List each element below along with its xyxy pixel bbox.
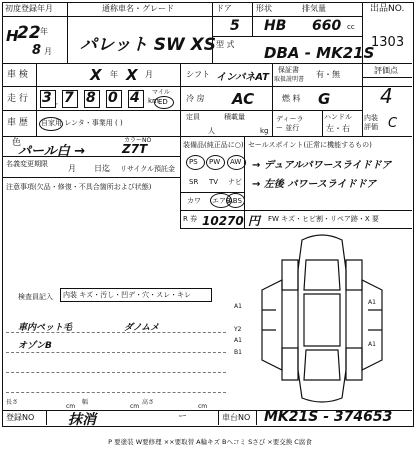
reg-year: 22 — [17, 23, 41, 43]
inspection-year-mark: X — [90, 66, 102, 84]
color-value: パール白 → — [18, 144, 86, 159]
name-label: 通称車名・グレード — [102, 4, 174, 13]
inspection-month-mark: X — [126, 66, 138, 84]
equip-item: SR — [189, 178, 199, 186]
name-value: パレット SW XS — [80, 35, 217, 55]
doors-value: 5 — [230, 18, 240, 34]
mileage-unit-ed: ED — [158, 98, 168, 106]
chassis-value: MK21S - 374653 — [264, 409, 393, 425]
reg-label: 初度登録年月 — [5, 4, 53, 13]
mileage-unit-km: km — [148, 97, 159, 105]
shape-value: HB — [264, 18, 287, 34]
inspector-legend: 内装 キズ・汚し・凹デ・穴・スレ・キレ — [63, 291, 192, 299]
reg-month-unit: 月 — [44, 47, 52, 56]
length-label: 長さ — [6, 399, 19, 406]
damage-label: Y2 — [234, 326, 242, 333]
interior-label: 内装 評価 — [364, 114, 378, 131]
score-label: 評価点 — [374, 66, 398, 75]
color-no-value: Z7T — [122, 142, 148, 156]
history-value: 自家用 レンタ・事業用 ( ) — [41, 119, 123, 127]
history-label: 車 歴 — [7, 118, 28, 128]
shift-label: シフト — [186, 70, 210, 79]
mileage-digit: 8 — [86, 90, 96, 106]
load-unit: kg — [260, 127, 269, 135]
change-day-unit: 日迄 — [94, 164, 110, 173]
capacity-label: 定員 — [186, 113, 200, 121]
doors-label: ドア — [216, 4, 232, 13]
dealer-label: ディーラー 並行 — [276, 115, 304, 132]
model-value: DBA - MK21S — [264, 44, 375, 62]
equip-item: ナビ — [228, 178, 242, 186]
point-1: → デュアルパワースライドドア — [252, 160, 392, 171]
reg-month: 8 — [32, 43, 42, 58]
inspector-note-1: 車内ペット毛 — [18, 323, 73, 333]
inspection-year-unit: 年 — [110, 70, 118, 79]
displacement-label: 排気量 — [302, 4, 326, 13]
mileage-digit: 3 — [42, 90, 52, 106]
shift-value: インパネAT — [216, 72, 269, 83]
shape-label: 形状 — [256, 4, 272, 13]
inspection-month-unit: 月 — [145, 70, 153, 79]
displacement-unit: cc — [347, 23, 355, 31]
r-label: R 券 — [183, 215, 198, 223]
load-label: 積載量 — [224, 113, 245, 121]
equip-item: ABS — [228, 197, 242, 205]
width-label: 幅 — [82, 399, 89, 406]
ac-value: AC — [232, 90, 255, 108]
equip-item: エアB — [212, 197, 231, 205]
change-month-unit: 月 — [68, 164, 76, 173]
mileage-label: 走 行 — [7, 94, 28, 104]
mileage-digit: 4 — [130, 90, 140, 106]
inspection-label: 車 検 — [7, 70, 28, 80]
fuel-label: 燃 料 — [282, 94, 301, 103]
height-label: 高さ — [142, 399, 155, 406]
change-label: 名義変更期限 — [6, 160, 48, 168]
warranty-label: 保証書 — [278, 66, 299, 74]
reg-no-value: 抹消 — [68, 412, 96, 428]
length-unit: cm — [66, 403, 76, 410]
handle-value: 左・右 — [326, 124, 350, 133]
fuel-value: G — [318, 90, 331, 108]
inspection-sheet: 初度登録年月 H 22 年 8 月 通称車名・グレード パレット SW XS ドア 5 形状 HB 排気量 660 cc 型 式 DBA - MK21S 出品NO. 1303 車 検 X 年 X 月 シフト インパネAT 保証書 取扱説明書 有・無 評価点 走 行 3 , 7 8 0 4 マイル km ED 冷 房 AC 燃 料 G 4 車 歴 自家用 レンタ・事業用 ( ) 定員 人 積載量 kg ディーラー 並行 ハンドル 左・右 内装 評価 C 色 パール白 → カラーNO Z7T 装備品(純正品に○) PS PW AW SR TV ナビ カワ エアB ABS セールスポイント(正常に機能するもの) → デュアルパワースライドドア → 左後 パワースライドドア 名義変更期限 月 日迄 リサイクル預託金 注意事項(欠品・修復・不具合箇所および状態) R 券 10270 円 FW キズ・ヒビ割・リペア跡・X 要 A1 Y2 A1 B1 A1 A1 検査員記入 内装 キズ・汚し・凹デ・穴・スレ・キレ 車内ペット毛 ダノムメ オゾンB 長さ cm 幅 cm 高さ cm 登録NO 抹消 ー 車台NO MK21S - 374653 — [2, 2, 414, 427]
inspector-label: 検査員記入 — [18, 293, 53, 301]
chassis-label: 車台NO — [222, 413, 251, 422]
warranty-value: 有・無 — [316, 70, 340, 79]
height-unit: cm — [198, 403, 208, 410]
damage-label: A1 — [368, 341, 376, 348]
damage-label: A1 — [234, 303, 242, 310]
damage-label: B1 — [234, 349, 242, 356]
equip-label: 装備品(純正品に○) — [183, 141, 244, 149]
mileage-digit: 7 — [64, 90, 74, 106]
recycle-label: リサイクル預託金 — [120, 165, 176, 173]
equip-item: AW — [230, 158, 242, 166]
legend: FW キズ・ヒビ割・リペア跡・X 要 — [268, 215, 379, 223]
point-2: → 左後 パワースライドドア — [252, 179, 377, 190]
inspector-note-3: オゾンB — [18, 341, 52, 351]
score-value: 4 — [380, 84, 393, 108]
handle-label: ハンドル — [324, 113, 352, 121]
mileage-digit: 0 — [108, 90, 118, 106]
equip-item: カワ — [187, 197, 201, 205]
reg-year-unit: 年 — [40, 27, 48, 36]
width-unit: cm — [130, 403, 140, 410]
inspector-note-2: ダノムメ — [124, 323, 160, 333]
damage-label: A1 — [234, 337, 242, 344]
reg-no-label: 登録NO — [6, 413, 35, 422]
notes-label: 注意事項(欠品・修復・不具合箇所および状態) — [6, 183, 152, 191]
lot-label: 出品NO. — [370, 4, 405, 14]
footer-legend: P 要塗装 W要修理 ××要取替 A輪キズ Bへコミ Sさび ×要交換 C腐食 — [108, 438, 312, 446]
model-label: 型 式 — [216, 40, 235, 49]
mileage-unit-mile: マイル — [152, 89, 170, 96]
reg-no-dash: ー — [178, 412, 188, 422]
interior-value: C — [388, 116, 398, 131]
equip-item: PW — [209, 158, 221, 166]
equip-item: TV — [209, 178, 219, 186]
ac-label: 冷 房 — [186, 94, 205, 103]
equip-item: PS — [189, 158, 198, 166]
capacity-unit: 人 — [208, 127, 215, 135]
lot-value: 1303 — [371, 35, 405, 50]
warranty-sub: 取扱説明書 — [274, 76, 305, 83]
displacement-value: 660 — [312, 18, 342, 34]
points-label: セールスポイント(正常に機能するもの) — [248, 141, 372, 149]
car-diagram — [242, 230, 402, 408]
damage-label: A1 — [368, 299, 376, 306]
color-no-label: カラーNO — [124, 137, 152, 144]
r-value: 10270 円 — [202, 214, 260, 228]
color-label: 色 — [12, 138, 22, 148]
reg-era: H — [6, 27, 19, 45]
